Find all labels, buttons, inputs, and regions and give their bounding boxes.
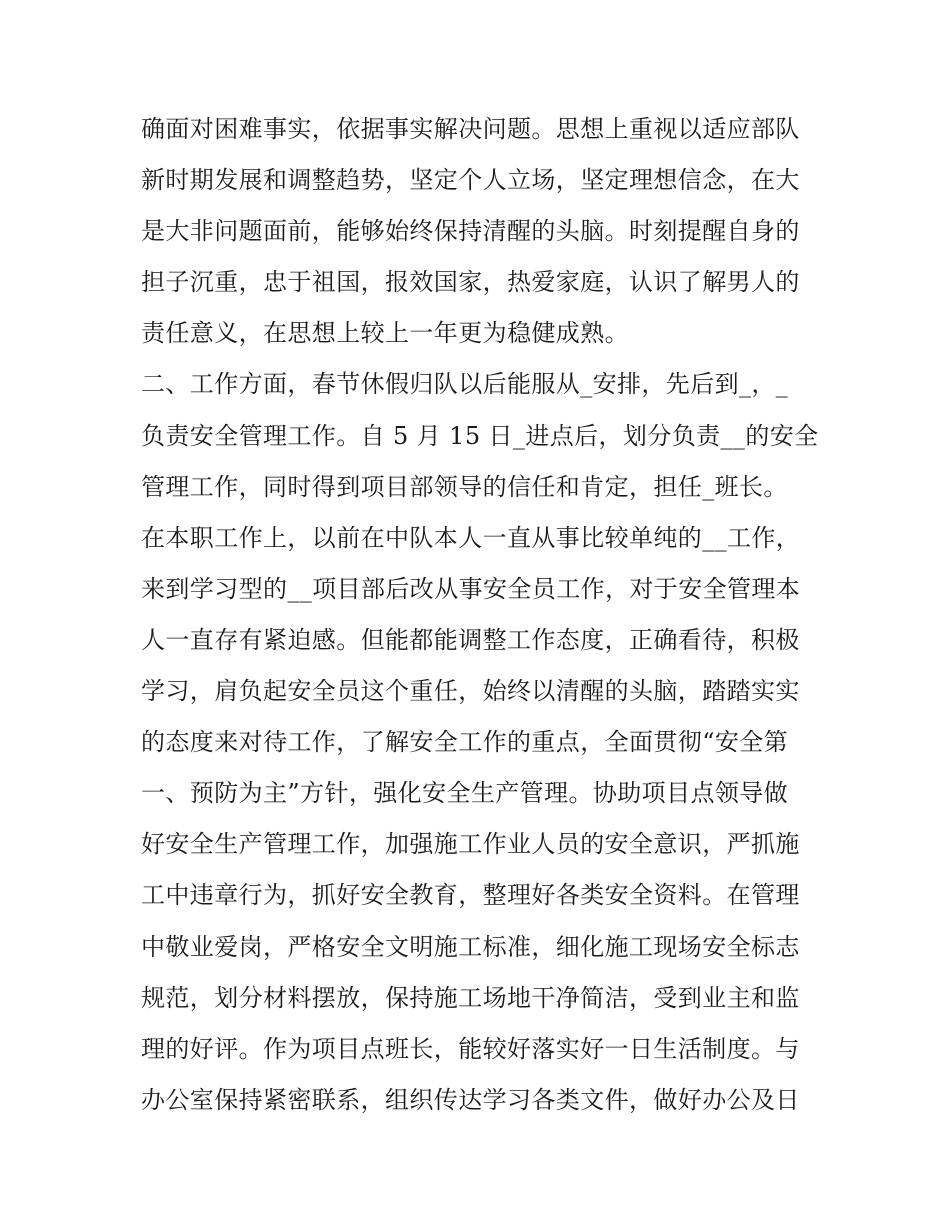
text-line: 办公室保持紧密联系，组织传达学习各类文件，做好办公及日: [141, 1085, 800, 1114]
text-line: 中敬业爱岗，严格安全文明施工标准，细化施工现场安全标志: [141, 932, 800, 961]
text-line: 人一直存有紧迫感。但能都能调整工作态度，正确看待，积极: [141, 625, 800, 654]
text-line: 规范，划分材料摆放，保持施工场地干净简洁，受到业主和监: [141, 983, 800, 1012]
text-line: 在本职工作上，以前在中队本人一直从事比较单纯的__工作，: [141, 523, 801, 552]
text-line: 负责安全管理工作。自 5 月 15 日_进点后，划分负责__的安全: [141, 421, 819, 450]
text-line: 是大非问题面前，能够始终保持清醒的头脑。时刻提醒自身的: [141, 217, 800, 246]
text-line: 新时期发展和调整趋势，坚定个人立场，坚定理想信念，在大: [141, 166, 800, 195]
text-line: 一、预防为主”方针，强化安全生产管理。协助项目点领导做: [141, 779, 789, 808]
text-line: 管理工作，同时得到项目部领导的信任和肯定，担任_班长。: [141, 472, 788, 501]
text-line: 工中违章行为，抓好安全教育，整理好各类安全资料。在管理: [141, 881, 800, 910]
text-line: 来到学习型的__项目部后改从事安全员工作，对于安全管理本: [141, 574, 801, 603]
text-line: 的态度来对待工作，了解安全工作的重点，全面贯彻“安全第: [141, 728, 789, 757]
text-line: 理的好评。作为项目点班长，能较好落实好一日生活制度。与: [141, 1034, 800, 1063]
text-line: 学习，肩负起安全员这个重任，始终以清醒的头脑，踏踏实实: [141, 677, 800, 706]
document-body: [141, 104, 821, 1126]
text-line: 好安全生产管理工作，加强施工作业人员的安全意识，严抓施: [141, 830, 800, 859]
text-line: 担子沉重，忠于祖国，报效国家，热爱家庭，认识了解男人的: [141, 268, 800, 297]
text-line: 责任意义，在思想上较上一年更为稳健成熟。: [141, 319, 629, 348]
text-line: 二、工作方面，春节休假归队以后能服从_安排，先后到_，_: [141, 370, 789, 399]
text-line: 确面对困难事实，依据事实解决问题。思想上重视以适应部队: [141, 115, 800, 143]
